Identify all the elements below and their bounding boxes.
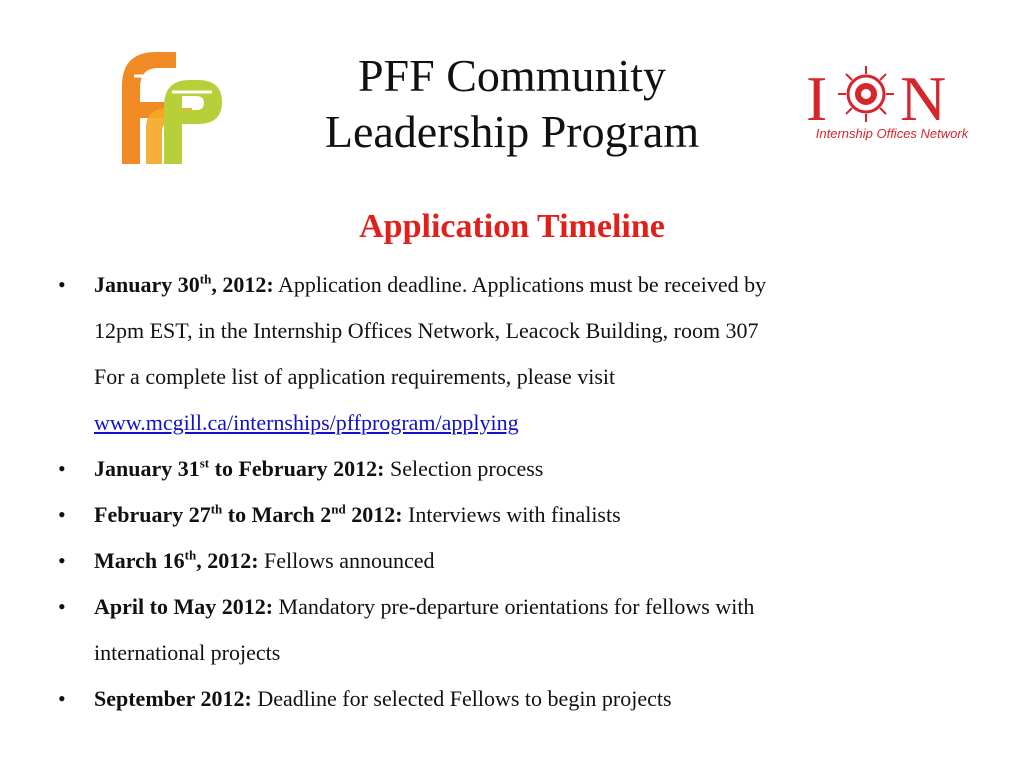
bullet-icon: • xyxy=(58,548,66,573)
item-description-cont: For a complete list of application requirements, please visit xyxy=(94,364,616,389)
item-description-cont: international projects xyxy=(94,640,281,665)
timeline-item xyxy=(58,676,958,722)
bullet-icon: • xyxy=(58,272,66,297)
timeline-item xyxy=(58,492,958,538)
item-description: Interviews with finalists xyxy=(408,502,621,527)
date-label: February 27th to March 2nd 2012: xyxy=(94,501,403,527)
pff-logo xyxy=(112,46,224,166)
bullet-icon: • xyxy=(58,686,66,711)
item-description: Mandatory pre-departure orientations for fellows with xyxy=(278,594,755,619)
date-label: January 31st to February 2012: xyxy=(94,455,385,481)
section-subtitle: Application Timeline xyxy=(359,208,665,245)
ion-logo-letter-i: I xyxy=(806,63,828,134)
date-label: March 16th, 2012: xyxy=(94,547,259,573)
item-description: Selection process xyxy=(390,456,544,481)
date-label: April to May 2012: xyxy=(94,594,274,619)
bullet-icon: • xyxy=(58,456,66,481)
timeline-item xyxy=(58,262,958,446)
bullet-icon: • xyxy=(58,594,66,619)
ion-tagline: Internship Offices Network xyxy=(815,126,969,141)
item-description: Fellows announced xyxy=(264,548,435,573)
ion-logo xyxy=(800,58,984,148)
timeline-item xyxy=(58,584,958,676)
title-line-1: PFF Community xyxy=(357,50,667,101)
bullet-icon: • xyxy=(58,502,66,527)
item-description: Application deadline. Applications must be received by xyxy=(277,272,767,297)
timeline-item xyxy=(58,446,958,492)
item-description-cont: 12pm EST, in the Internship Offices Network, Leacock Building, room 307 xyxy=(94,318,759,343)
timeline-item xyxy=(58,538,958,584)
item-description: Deadline for selected Fellows to begin projects xyxy=(257,686,672,711)
title-line-2: Leadership Program xyxy=(324,106,700,157)
page-title xyxy=(250,48,774,160)
ion-logo-letter-n: N xyxy=(900,63,947,134)
date-label: September 2012: xyxy=(94,686,252,711)
timeline-list xyxy=(58,262,958,722)
date-label: January 30th, 2012: xyxy=(94,271,274,297)
application-link[interactable]: www.mcgill.ca/internships/pffprogram/applying xyxy=(94,410,519,435)
